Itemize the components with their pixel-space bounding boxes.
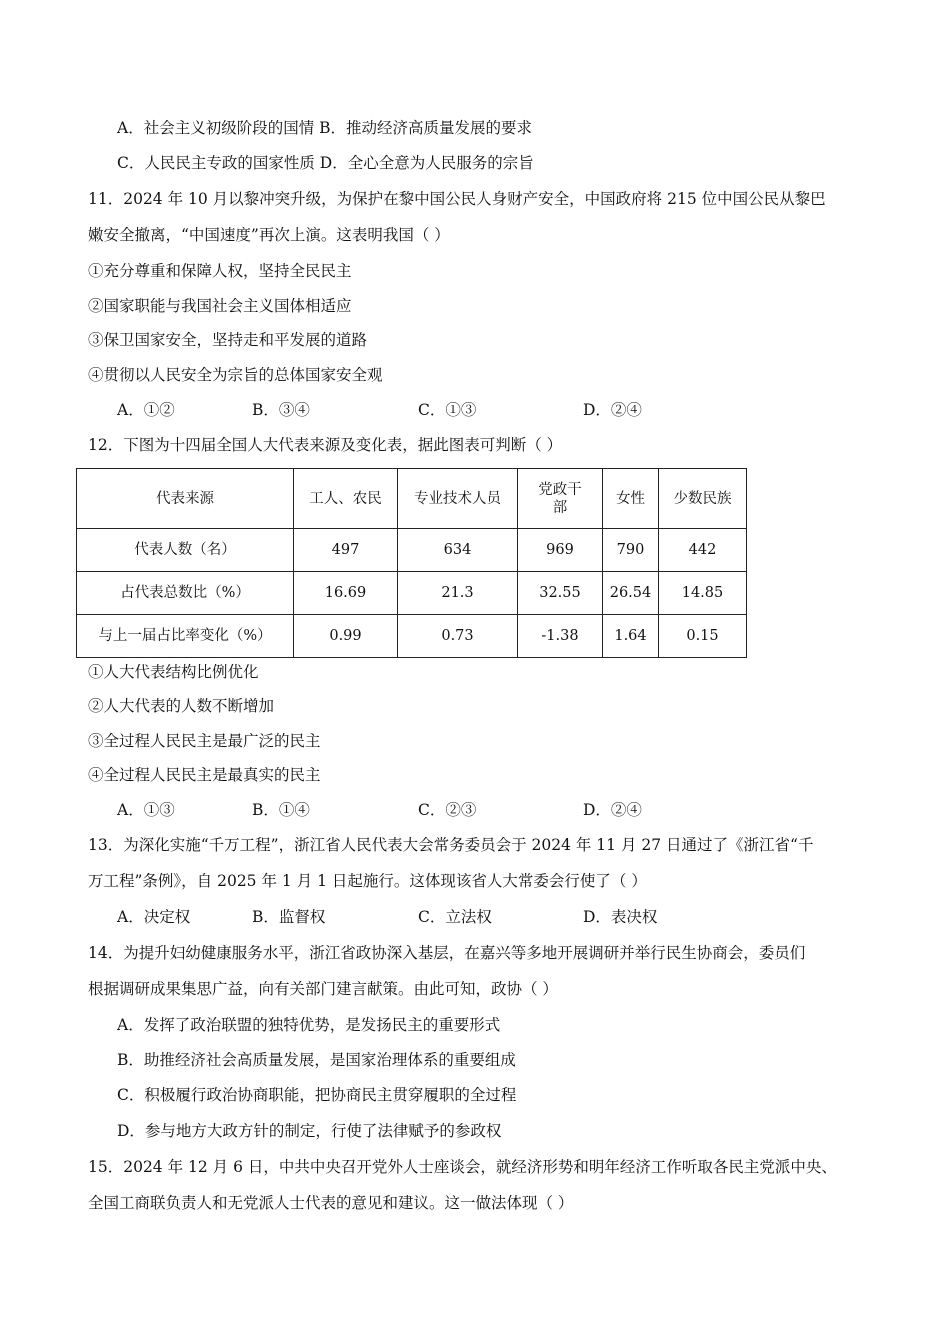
q13-option-a: A．决定权 <box>117 908 191 926</box>
table-cell: 32.55 <box>518 572 603 615</box>
q11-option-a: A．①② <box>117 401 175 419</box>
q11-option-d: D．②④ <box>583 401 642 419</box>
table-cell: 与上一届占比率变化（%） <box>77 615 294 658</box>
q13-stem-line-1: 13．为深化实施“千万工程”，浙江省人民代表大会常务委员会于 2024 年 11 月 27 日通过了《浙江省“千 <box>88 836 814 854</box>
q12-statement-3: ③全过程人民民主是最广泛的民主 <box>88 732 321 750</box>
table-header-row <box>77 469 747 529</box>
table-cell: 442 <box>659 529 747 572</box>
table-cell: -1.38 <box>518 615 603 658</box>
q15-stem-line-2: 全国工商联负责人和无党派人士代表的意见和建议。这一做法体现（ ） <box>88 1194 574 1212</box>
q11-option-b: B．③④ <box>252 401 310 419</box>
q14-stem-line-1: 14．为提升妇幼健康服务水平，浙江省政协深入基层，在嘉兴等多地开展调研并举行民生协商会，委员们 <box>88 944 806 962</box>
header-cell: 党政干部 <box>518 469 603 529</box>
table-cell: 790 <box>603 529 659 572</box>
q13-option-b: B．监督权 <box>252 908 326 926</box>
q11-statement-3: ③保卫国家安全，坚持走和平发展的道路 <box>88 331 368 349</box>
table-cell: 14.85 <box>659 572 747 615</box>
table-row <box>77 615 747 658</box>
q13-option-c: C．立法权 <box>418 908 492 926</box>
header-cell: 工人、农民 <box>294 469 398 529</box>
table-cell: 21.3 <box>398 572 518 615</box>
table-cell: 969 <box>518 529 603 572</box>
q13-option-d: D．表决权 <box>583 908 658 926</box>
header-cell: 女性 <box>603 469 659 529</box>
q12-option-d: D．②④ <box>583 801 642 819</box>
q13-stem-line-2: 万工程”条例》，自 2025 年 1 月 1 日起施行。这体现该省人大常委会行使了（ ） <box>88 872 647 890</box>
q14-option-a: A．发挥了政治联盟的独特优势，是发扬民主的重要形式 <box>117 1016 501 1034</box>
q12-stem: 12．下图为十四届全国人大代表来源及变化表，据此图表可判断（ ） <box>88 436 563 454</box>
q11-stem-line-1: 11．2024 年 10 月以黎冲突升级，为保护在黎中国公民人身财产安全，中国政府将 215 位中国公民从黎巴 <box>88 190 826 208</box>
table-cell: 26.54 <box>603 572 659 615</box>
q10-options-line-2: C．人民民主专政的国家性质 D．全心全意为人民服务的宗旨 <box>117 154 534 172</box>
table-cell: 16.69 <box>294 572 398 615</box>
q14-option-d: D．参与地方大政方针的制定，行使了法律赋予的参政权 <box>117 1122 502 1140</box>
q14-option-b: B．助推经济社会高质量发展，是国家治理体系的重要组成 <box>117 1051 516 1069</box>
q11-statement-4: ④贯彻以人民安全为宗旨的总体国家安全观 <box>88 366 383 384</box>
table-cell: 占代表总数比（%） <box>77 572 294 615</box>
delegate-source-table <box>76 468 747 658</box>
table-cell: 634 <box>398 529 518 572</box>
q15-stem-line-1: 15．2024 年 12 月 6 日，中共中央召开党外人士座谈会，就经济形势和明年经济工作听取各民主党派中央、 <box>88 1158 837 1176</box>
header-cell: 专业技术人员 <box>398 469 518 529</box>
q11-stem-line-2: 嫩安全撤离，“中国速度”再次上演。这表明我国（ ） <box>88 226 450 244</box>
q11-statement-2: ②国家职能与我国社会主义国体相适应 <box>88 297 352 315</box>
q12-statement-1: ①人大代表结构比例优化 <box>88 663 259 681</box>
q11-option-c: C．①③ <box>418 401 477 419</box>
table-cell: 0.15 <box>659 615 747 658</box>
q12-option-a: A．①③ <box>117 801 175 819</box>
header-cell: 代表来源 <box>77 469 294 529</box>
table-cell: 0.99 <box>294 615 398 658</box>
q11-statement-1: ①充分尊重和保障人权，坚持全民民主 <box>88 262 352 280</box>
q12-option-c: C．②③ <box>418 801 477 819</box>
table-cell: 497 <box>294 529 398 572</box>
q14-option-c: C．积极履行政治协商职能，把协商民主贯穿履职的全过程 <box>117 1086 517 1104</box>
table-cell: 代表人数（名） <box>77 529 294 572</box>
q12-option-b: B．①④ <box>252 801 310 819</box>
table-cell: 0.73 <box>398 615 518 658</box>
q12-statement-4: ④全过程人民民主是最真实的民主 <box>88 766 321 784</box>
q10-options-line-1: A．社会主义初级阶段的国情 B．推动经济高质量发展的要求 <box>117 119 533 137</box>
table-cell: 1.64 <box>603 615 659 658</box>
header-cell: 少数民族 <box>659 469 747 529</box>
table-row <box>77 572 747 615</box>
table-row <box>77 529 747 572</box>
q12-statement-2: ②人大代表的人数不断增加 <box>88 697 275 715</box>
q14-stem-line-2: 根据调研成果集思广益，向有关部门建言献策。由此可知，政协（ ） <box>88 980 558 998</box>
